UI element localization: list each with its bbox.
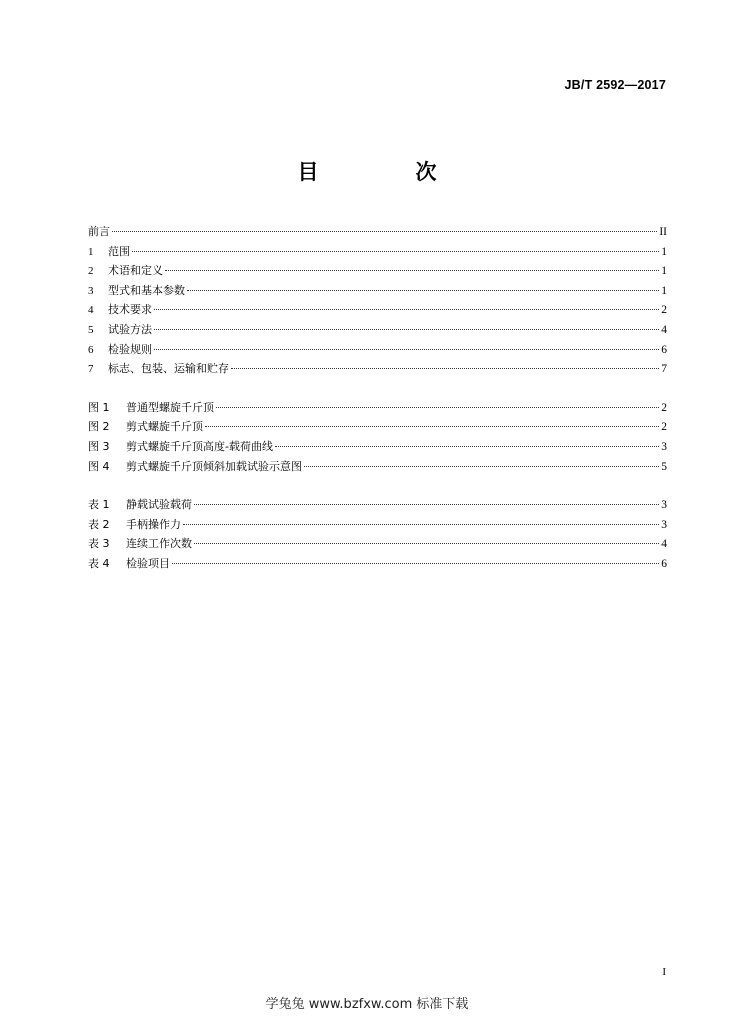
toc-entry-label: 连续工作次数 bbox=[126, 537, 192, 551]
toc-entry-table-4[interactable] bbox=[88, 554, 667, 574]
toc-entry-number: 图 1 bbox=[88, 400, 110, 414]
toc-entry-number: 4 bbox=[88, 304, 94, 317]
page-number: I bbox=[662, 966, 666, 978]
toc-entry-page: 3 bbox=[661, 499, 667, 512]
toc-entry-figure-2[interactable] bbox=[88, 417, 667, 437]
toc-entry-number: 表 4 bbox=[88, 556, 110, 570]
dot-leader bbox=[187, 290, 659, 291]
toc-entry-number: 1 bbox=[88, 245, 94, 258]
toc-entry-label: 剪式螺旋千斤顶 bbox=[126, 420, 203, 434]
toc-entry-number: 图 2 bbox=[88, 420, 110, 434]
dot-leader bbox=[112, 231, 657, 232]
toc-entry-section-4[interactable] bbox=[88, 300, 667, 320]
toc-entry-table-1[interactable] bbox=[88, 495, 667, 515]
dot-leader bbox=[172, 563, 659, 564]
toc-entry-label: 手柄操作力 bbox=[126, 517, 181, 531]
table-of-contents bbox=[88, 222, 667, 593]
toc-entry-number: 图 4 bbox=[88, 459, 110, 473]
toc-entry-label: 型式和基本参数 bbox=[108, 283, 185, 297]
toc-entry-label: 技术要求 bbox=[108, 303, 152, 317]
toc-entry-number: 图 3 bbox=[88, 439, 110, 453]
dot-leader bbox=[194, 543, 659, 544]
toc-entry-page: 4 bbox=[661, 323, 667, 336]
dot-leader bbox=[183, 524, 659, 525]
toc-sections bbox=[88, 222, 667, 379]
toc-entry-page: 3 bbox=[661, 440, 667, 453]
toc-entry-number: 5 bbox=[88, 323, 94, 336]
toc-entry-label: 剪式螺旋千斤顶高度-载荷曲线 bbox=[126, 439, 273, 453]
toc-entry-label: 前言 bbox=[88, 225, 110, 238]
toc-entry-number: 2 bbox=[88, 265, 94, 278]
dot-leader bbox=[216, 407, 659, 408]
toc-entry-number: 7 bbox=[88, 363, 94, 376]
dot-leader bbox=[132, 251, 659, 252]
toc-entry-section-2[interactable] bbox=[88, 261, 667, 281]
toc-entry-table-3[interactable] bbox=[88, 534, 667, 554]
toc-entry-section-5[interactable] bbox=[88, 320, 667, 340]
toc-entry-page: 1 bbox=[661, 284, 667, 297]
toc-entry-page: 2 bbox=[661, 401, 667, 414]
dot-leader bbox=[231, 368, 659, 369]
toc-entry-label: 范围 bbox=[108, 244, 130, 258]
dot-leader bbox=[165, 270, 659, 271]
toc-tables bbox=[88, 495, 667, 573]
toc-entry-table-2[interactable] bbox=[88, 515, 667, 535]
toc-title: 目 次 bbox=[297, 160, 475, 184]
toc-entry-page: 7 bbox=[661, 363, 667, 376]
toc-entry-page: 6 bbox=[661, 343, 667, 356]
dot-leader bbox=[304, 466, 659, 467]
dot-leader bbox=[154, 309, 659, 310]
toc-entry-label: 术语和定义 bbox=[108, 264, 163, 278]
toc-entry-number: 表 2 bbox=[88, 517, 110, 531]
toc-entry-label: 检验规则 bbox=[108, 342, 152, 356]
toc-entry-section-7[interactable] bbox=[88, 359, 667, 379]
toc-entry-page: 5 bbox=[661, 460, 667, 473]
toc-entry-page: 6 bbox=[661, 557, 667, 570]
toc-entry-section-1[interactable] bbox=[88, 242, 667, 262]
toc-entry-label: 剪式螺旋千斤顶倾斜加载试验示意图 bbox=[126, 459, 302, 473]
toc-entry-number: 表 3 bbox=[88, 537, 110, 551]
toc-entry-figure-1[interactable] bbox=[88, 398, 667, 418]
toc-entry-number: 3 bbox=[88, 284, 94, 297]
dot-leader bbox=[275, 446, 659, 447]
toc-entry-page: 1 bbox=[661, 265, 667, 278]
toc-entry-page: II bbox=[659, 226, 667, 238]
toc-figures bbox=[88, 398, 667, 476]
toc-entry-label: 静载试验载荷 bbox=[126, 498, 192, 512]
toc-entry-label: 检验项目 bbox=[126, 556, 170, 570]
dot-leader bbox=[154, 349, 659, 350]
dot-leader bbox=[154, 329, 659, 330]
toc-entry-page: 2 bbox=[661, 421, 667, 434]
toc-entry-page: 2 bbox=[661, 304, 667, 317]
toc-entry-page: 4 bbox=[661, 538, 667, 551]
toc-entry-foreword[interactable] bbox=[88, 222, 667, 242]
toc-entry-label: 普通型螺旋千斤顶 bbox=[126, 400, 214, 414]
toc-entry-page: 1 bbox=[661, 245, 667, 258]
toc-entry-figure-3[interactable] bbox=[88, 437, 667, 457]
document-number: JB/T 2592—2017 bbox=[564, 78, 666, 92]
toc-entry-number: 表 1 bbox=[88, 498, 110, 512]
dot-leader bbox=[205, 426, 659, 427]
toc-entry-label: 试验方法 bbox=[108, 322, 152, 336]
toc-entry-section-6[interactable] bbox=[88, 340, 667, 360]
toc-entry-section-3[interactable] bbox=[88, 281, 667, 301]
toc-entry-label: 标志、包装、运输和贮存 bbox=[108, 362, 229, 376]
dot-leader bbox=[194, 504, 659, 505]
toc-entry-figure-4[interactable] bbox=[88, 457, 667, 477]
toc-entry-number: 6 bbox=[88, 343, 94, 356]
toc-entry-page: 3 bbox=[661, 518, 667, 531]
watermark-text: 学兔兔 www.bzfxw.com 标准下载 bbox=[265, 997, 469, 1012]
